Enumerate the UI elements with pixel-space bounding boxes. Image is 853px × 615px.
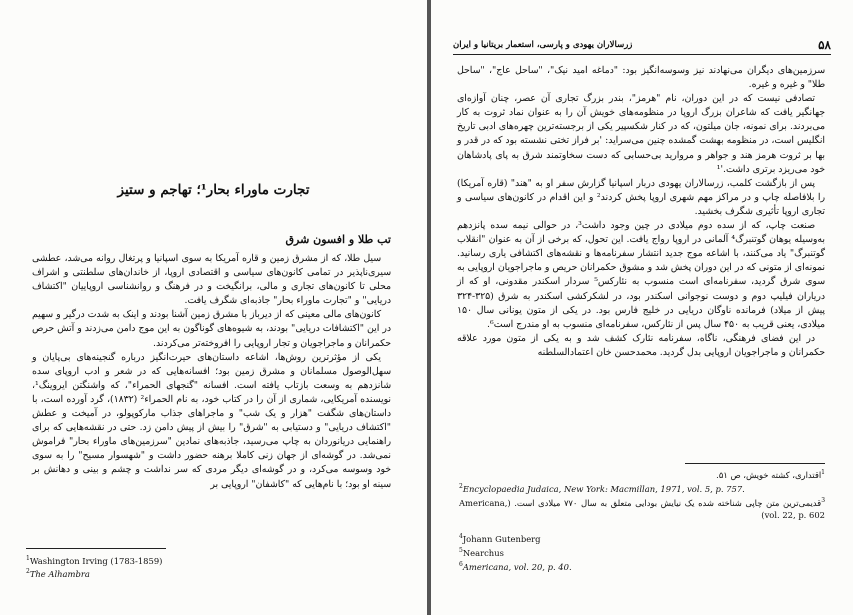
right-paragraph: در این فضای فرهنگی، ناگاه، سفرنامه نئارک کشف شد و به یکی از متون مورد علاقه حکمرانان و ماجراجویان اروپایی بدل گردید. محمدحسن خان اعتمادالسلطنه [457,332,825,358]
running-header-title: زرسالاران یهودی و پارسی، استعمار بریتانیا و ایران [453,40,633,50]
right-page [431,0,853,615]
footnote-rule [26,548,166,549]
footnote-4 [459,531,541,545]
left-body-text [32,252,391,492]
footnote-mark: 2 [26,568,30,575]
footnote-text: Johann Gutenberg [462,533,541,544]
footnote-1 [26,553,162,567]
footnote-mark: 6 [459,561,463,568]
footnote-2 [459,481,745,495]
footnote-mark: 5 [459,547,463,554]
footnote-3 [459,495,825,521]
footnote-1 [459,467,825,481]
running-header [453,40,831,55]
footnote-mark: 2 [459,483,463,490]
footnote-text: The Alhambra [29,568,90,579]
footnote-text: Encyclopaedia Judaica, New York: Macmillan, 1971, vol. 5, p. 757. [462,483,745,494]
right-paragraph: پس از بازگشت کلمب، زرسالاران یهودی دربار اسپانیا گزارش سفر او به "هند" (قاره آمریکا) را بلافاصله چاپ و در مراکز مهم شهری اروپا پخش کردند² و این اقدام در کانون‌های سیاسی و تجاری اروپا تأثیری شگرف بخشید. [457,177,825,217]
footnote-text: قدیمی‌ترین متن چاپی شناخته شده یک نیایش بودایی متعلق به سال ۷۷۰ میلادی است. (Americana, vol. 22, p. 602) [459,497,825,520]
chapter-title: تجارت ماوراء بحار¹؛ تهاجم و ستیز [117,182,310,198]
page-number: ۵۸ [818,38,831,52]
footnote-2 [26,566,90,580]
left-paragraph: کانون‌های مالی معینی که از دیرباز با مشرق زمین آشنا بودند و اینک به شدت درگیر و سهیم در این "اکتشافات دریایی" بودند، به شیوه‌های گوناگون به این موج دامن می‌زدند و آتش حرص حکمرانان و ماجراجویان و تجار اروپایی را افروخته‌تر می‌کردند. [32,309,391,349]
footnote-text: Washington Irving (1783-1859) [29,555,163,566]
footnote-mark: 1 [821,469,825,476]
footnote-mark: 4 [459,533,463,540]
footnote-6 [459,559,572,573]
left-paragraph: سیل طلا، که از مشرق زمین و قاره آمریکا به سوی اسپانیا و پرتغال روانه می‌شد، عطشی سیری‌ناپذیر در تمامی کانون‌های سیاسی و اقتصادی اروپا، از خاندان‌های سلطنتی و اشراف محلی تا کانون‌های تجاری و مالی، برانگیخت و در فرهنگ و روانشناسی اروپاییان "اکتشاف دریایی" و "تجارت ماوراء بحار" جاذبه‌ای شگرف یافت. [32,253,391,307]
footnote-rule [685,463,825,464]
footnote-mark: 1 [26,555,30,562]
right-paragraph: صنعت چاپ، که از سده دوم میلادی در چین وجود داشت³، در حوالی نیمه سده پانزدهم به‌وسیله یوهان گوتنبرگ⁴ آلمانی در اروپا رواج یافت. این تحول، که برخی از آن به عنوان "انقلاب گوتنبرگ" یاد می‌کنند، با اشاعه موج جدید انتشار سفرنامه‌ها و نقشه‌های اکتشافی یاری رسانید. نمونه‌ای از متونی که در این دوران پخش شد و مشوق حکمرانان حریص و ماجراجویان اروپایی به سوی شرق گردید، سفرنامه‌ای است منسوب به نئارکس⁵ سردار اسکندر مقدونی، او که از دریاران فیلیپ دوم و دوست نوجوانی اسکندر بود، در لشکرکشی اسکندر به شرق (۳۲۵-۳۲۴ پیش از میلاد) فرمانده ناوگان دریایی در خلیج فارس بود. در یکی از متون یونانی سال ۱۵۰ میلادی، یعنی قریب به ۴۵۰ سال پس از نئارکس، سفرنامه‌ای منسوب به او مندرج است⁶. [457,220,825,330]
footnote-text: Americana, vol. 20, p. 40. [462,561,572,572]
right-paragraph: تصادفی نیست که در این دوران، نام "هرمز"، بندر بزرگ تجاری آن عصر، چنان آوازه‌ای جهانگیر یافت که شاعران بزرگ اروپا در منظومه‌های خویش آن را به عنوان نماد ثروت به کار می‌بردند. برای نمونه، جان میلتون، که در کنار شکسپیر یکی از برجسته‌ترین چهره‌های ادبی تاریخ انگلیس است، در منظومه بهشت گمشده چنین می‌سراید: 'بر فراز تختی نشسته بود که در قدر و بها بر ثروت هرمز هند و جواهر و مروارید بی‌حسابی که دست سخاوتمند شرق به پای پادشاهان خود می‌ریزد برتری داشت.'¹ [457,93,825,175]
footnote-5 [459,545,504,559]
footnote-mark: 3 [821,497,826,504]
left-paragraph: یکی از مؤثرترین روش‌ها، اشاعه داستان‌های حیرت‌انگیز درباره گنجینه‌های بی‌پایان و سهل‌الوصول مسلمانان و مشرق زمین بود؛ افسانه‌هایی که در شعر و ادب اروپای سده شانزدهم به وسعت بازتاب یافته است. افسانه "گنجهای الحمراء"، که واشنگتن ایروینگ¹، نویسنده آمریکایی، شماری از آن را در کتاب خود، به نام الحمراء² (۱۸۳۲)، گرد آورده است، با داستان‌های شگفت "هزار و یک شب" و ماجراهای جذاب مارکوپولو، در آمیخت و عطش "اکتشاف دریایی" و دستیابی به "شرق" را بیش از پیش دامن زد. حتی در نقشه‌هایی که برای راهنمایی دریانوردان به چاپ می‌رسید، جاذبه‌های نمادین "سرزمین‌های ماوراء بحار" فراموش نمی‌شد. در گوشه‌ای از جهان زنی کاملا برهنه حضور داشت و "شهسوار مسیح" را به سوی خود وسوسه می‌کرد، و در گوشه‌ای دیگر مردی که سر نداشت و چشم و بینی و دهانش بر سینه او بود؛ با نام‌هایی که "کاشفان" اروپایی بر [32,351,391,490]
footnote-text: اقتداری، کشته خویش، ص ۵۱. [716,469,822,480]
right-paragraph: سرزمین‌های دیگران می‌نهادند نیز وسوسه‌انگیز بود: "دماغه امید نیک"، "ساحل عاج"، "ساحل طلا" و غیره و غیره. [457,65,825,91]
section-heading: تب طلا و افسون شرق [285,233,391,246]
footnote-text: Nearchus [462,547,504,558]
right-body-text [457,64,825,360]
